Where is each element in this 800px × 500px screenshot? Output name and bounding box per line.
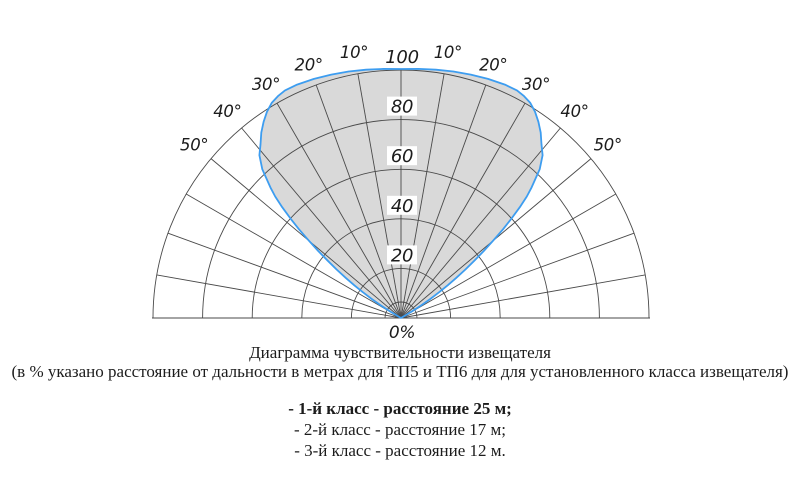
angle-label: 30° bbox=[251, 75, 281, 95]
origin-label: 0% bbox=[388, 323, 416, 338]
angle-label: 50° bbox=[180, 135, 209, 155]
radial-label: 100 bbox=[385, 47, 419, 68]
angle-label: 50° bbox=[593, 135, 622, 155]
angle-label: 20° bbox=[294, 55, 323, 75]
radial-label: 20 bbox=[390, 245, 414, 267]
angle-label: 40° bbox=[213, 102, 242, 122]
class-distance-list bbox=[0, 398, 800, 461]
radial-label: 40 bbox=[390, 195, 414, 217]
chart-caption-note: (в % указано расстояние от дальности в метрах для ТП5 и ТП6 для для установленного класса извещателя) bbox=[11, 362, 789, 381]
chart-caption-title: Диаграмма чувствительности извещателя bbox=[249, 343, 551, 362]
class-item-3: - 3-й класс - расстояние 12 м. bbox=[294, 441, 506, 460]
radial-label: 80 bbox=[390, 96, 414, 118]
angle-label: 30° bbox=[521, 75, 551, 95]
chart-caption bbox=[0, 344, 800, 381]
class-item-1: - 1-й класс - расстояние 25 м; bbox=[288, 399, 512, 418]
radial-label: 60 bbox=[390, 146, 414, 168]
angle-label: 20° bbox=[479, 55, 508, 75]
angle-label: 10° bbox=[433, 43, 463, 63]
angle-label: 10° bbox=[339, 43, 369, 63]
class-item-2: - 2-й класс - расстояние 17 м; bbox=[293, 420, 507, 439]
angle-label: 40° bbox=[560, 102, 589, 122]
